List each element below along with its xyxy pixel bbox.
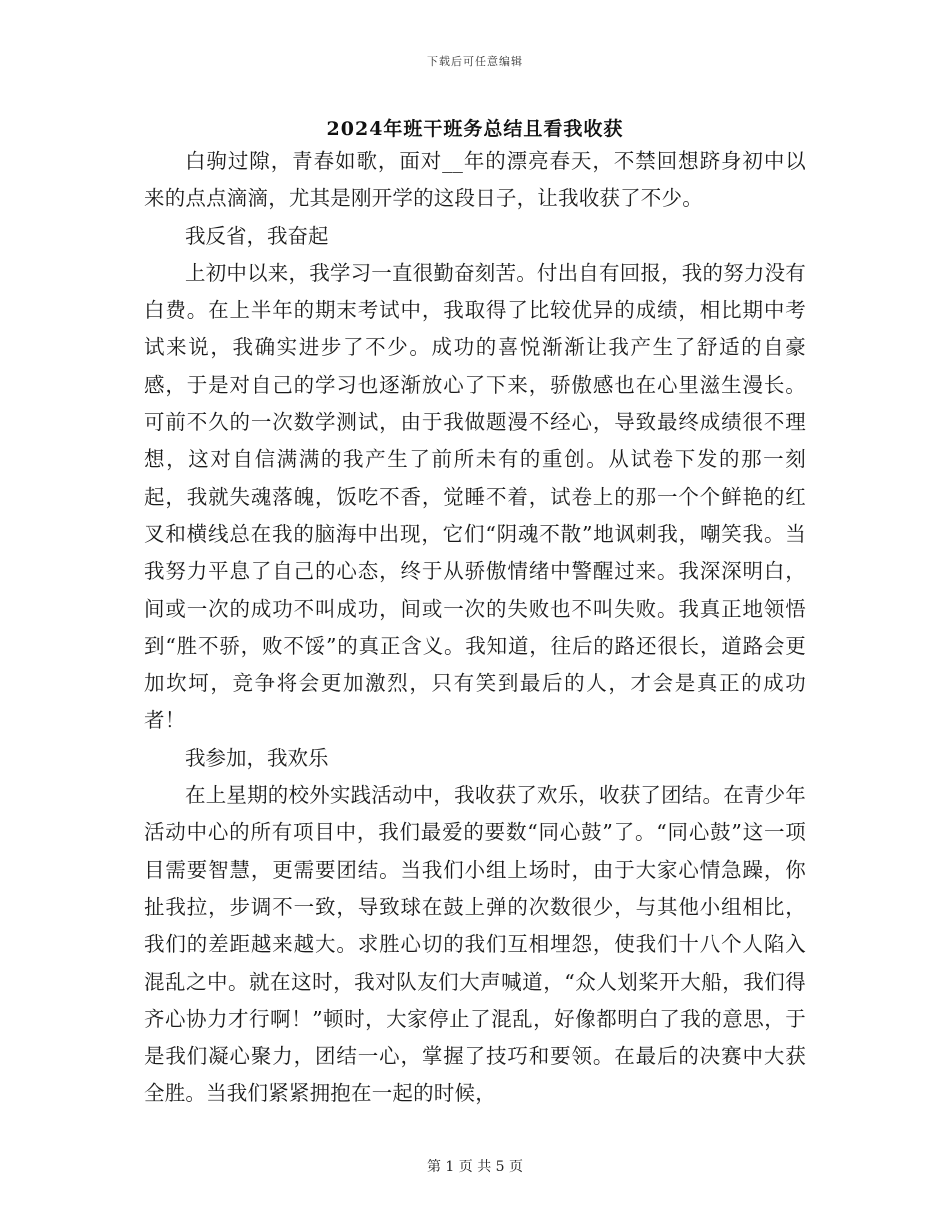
- section-body-reflect: 上初中以来，我学习一直很勤奋刻苦。付出自有回报，我的努力没有白费。在上半年的期末考试中，我取得了比较优异的成绩，相比期中考试来说，我确实进步了不少。成功的喜悦渐渐让我产生了舒适的自豪感，于是对自己的学习也逐渐放心了下来，骄傲感也在心里滋生漫长。可前不久的一次数学测试，由于我做题漫不经心，导致最终成绩很不理想，这对自信满满的我产生了前所未有的重创。从试卷下发的那一刻起，我就失魂落魄，饭吃不香，觉睡不着，试卷上的那一个个鲜艳的红叉和横线总在我的脑海中出现，它们“阴魂不散”地讽刺我，嘲笑我。当我努力平息了自己的心态，终于从骄傲情绪中警醒过来。我深深明白，间或一次的成功不叫成功，间或一次的失败也不叫失败。我真正地领悟到“胜不骄，败不馁”的真正含义。我知道，往后的路还很长，道路会更加坎坷，竞争将会更加激烈，只有笑到最后的人，才会是真正的成功者！: [144, 260, 806, 733]
- header-note: 下载后可任意编辑: [427, 55, 523, 68]
- section-body-participate: 在上星期的校外实践活动中，我收获了欢乐，收获了团结。在青少年活动中心的所有项目中，我们最爱的要数“同心鼓”了。“同心鼓”这一项目需要智慧，更需要团结。当我们小组上场时，由于大家心情急躁，你扯我拉，步调不一致，导致球在鼓上弹的次数很少，与其他小组相比，我们的差距越来越大。求胜心切的我们互相埋怨，使我们十八个人陷入混乱之中。就在这时，我对队友们大声喊道，“众人划桨开大船，我们得齐心协力才行啊！”顿时，大家停止了混乱，好像都明白了我的意思，于是我们凝心聚力，团结一心，掌握了技巧和要领。在最后的决赛中大获全胜。当我们紧紧拥抱在一起的时候，: [144, 783, 806, 1106]
- page-footer: 第 1 页 共 5 页: [426, 1159, 524, 1175]
- document-body: [144, 143, 806, 1113]
- section-heading-participate: 我参加，我欢乐: [185, 745, 329, 770]
- intro-paragraph: 白驹过隙，青春如歌，面对__年的漂亮春天，不禁回想跻身初中以来的点点滴滴，尤其是刚开学的这段日子，让我收获了不少。: [144, 149, 806, 211]
- document-title: 2024年班干班务总结且看我收获: [326, 118, 624, 140]
- section-heading-reflect: 我反省，我奋起: [185, 223, 329, 248]
